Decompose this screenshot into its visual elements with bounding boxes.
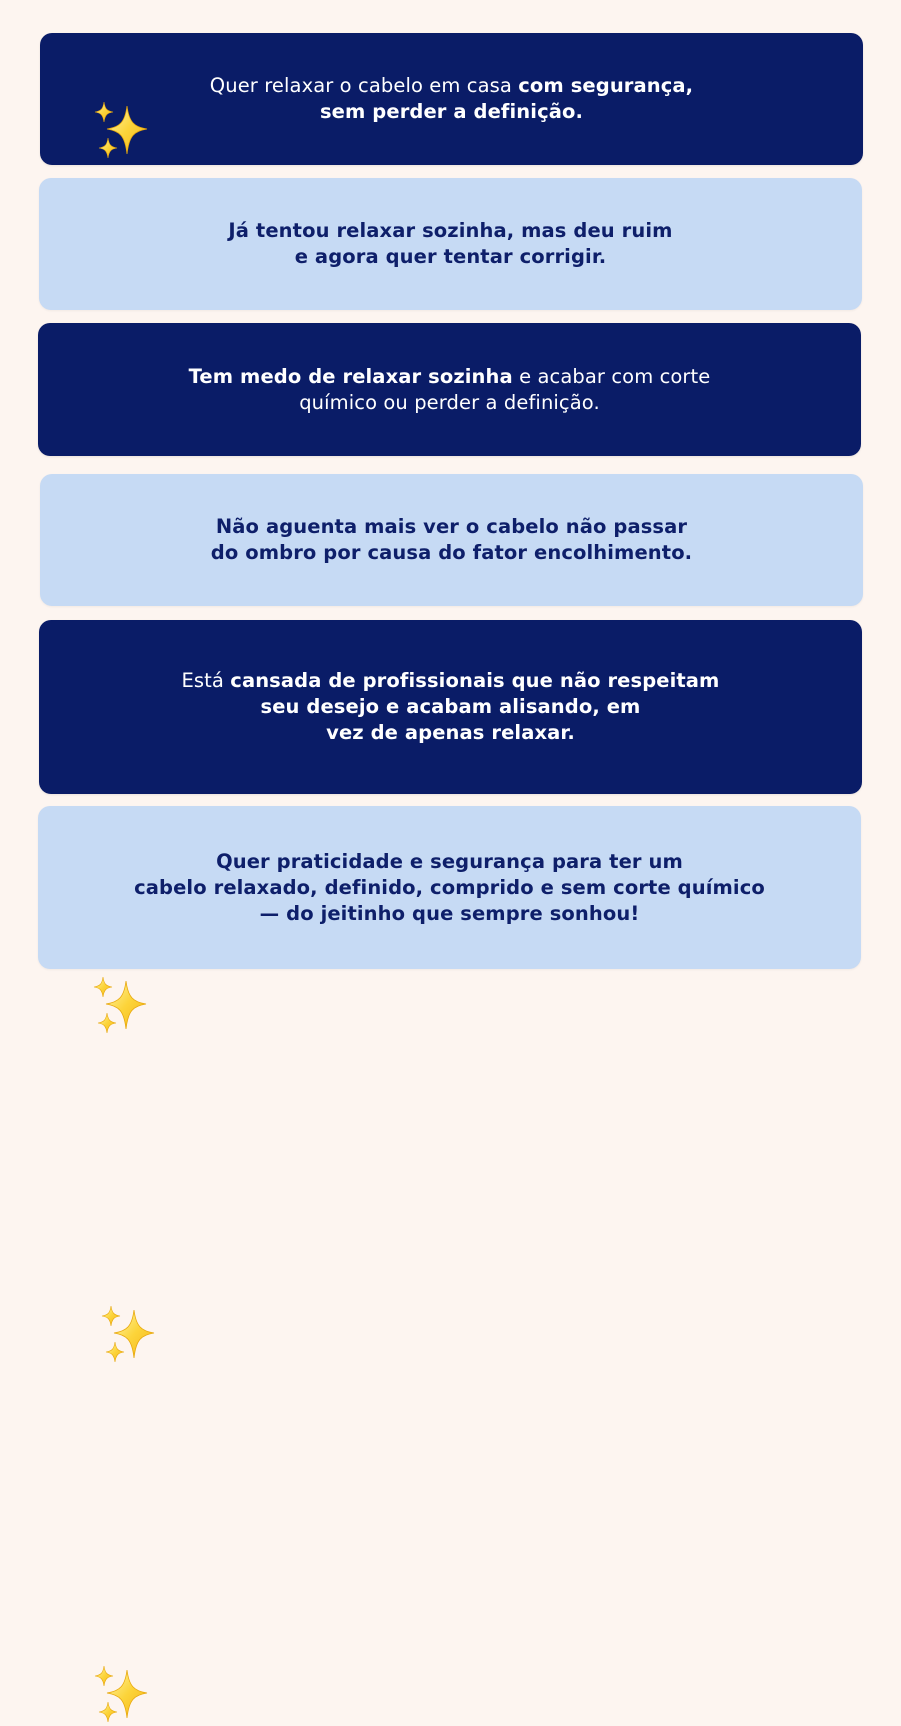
card-line: químico ou perder a definição. [299,390,600,414]
card-line: do ombro por causa do fator encolhimento. [210,541,693,564]
card-line: cabelo relaxado, definido, comprido e sem corte químico [134,875,765,899]
sparkles-icon [93,975,149,1037]
card-6 [38,806,861,969]
card-text [189,364,711,416]
sparkles-icon [94,1664,150,1726]
card-text [134,849,765,927]
sparkles-icon [94,100,150,162]
card-line: Já tentou relaxar sozinha, mas deu ruim [228,219,673,242]
card-line: Não aguenta mais ver o cabelo não passar [215,515,688,538]
card-line: Quer praticidade e segurança para ter um [216,849,683,873]
card-line: Está cansada de profissionais que não respeitam [181,669,720,692]
card-line: — do jeitinho que sempre sonhou! [259,901,640,925]
card-line: vez de apenas relaxar. [326,721,575,744]
card-1 [40,33,863,165]
card-5 [39,620,862,794]
card-text [210,73,693,125]
card-line: Quer relaxar o cabelo em casa com segurança, [209,74,694,97]
card-line: sem perder a definição. [319,100,583,123]
card-2 [39,178,862,310]
sparkles-icon [101,1304,157,1366]
card-line: Tem medo de relaxar sozinha e acabar com corte [188,364,711,388]
card-line: e agora quer tentar corrigir. [294,245,607,268]
card-text [182,668,720,746]
card-text [211,514,692,566]
card-4 [40,474,863,606]
card-text [228,218,672,270]
card-3 [38,323,861,456]
card-line: seu desejo e acabam alisando, em [260,695,641,718]
